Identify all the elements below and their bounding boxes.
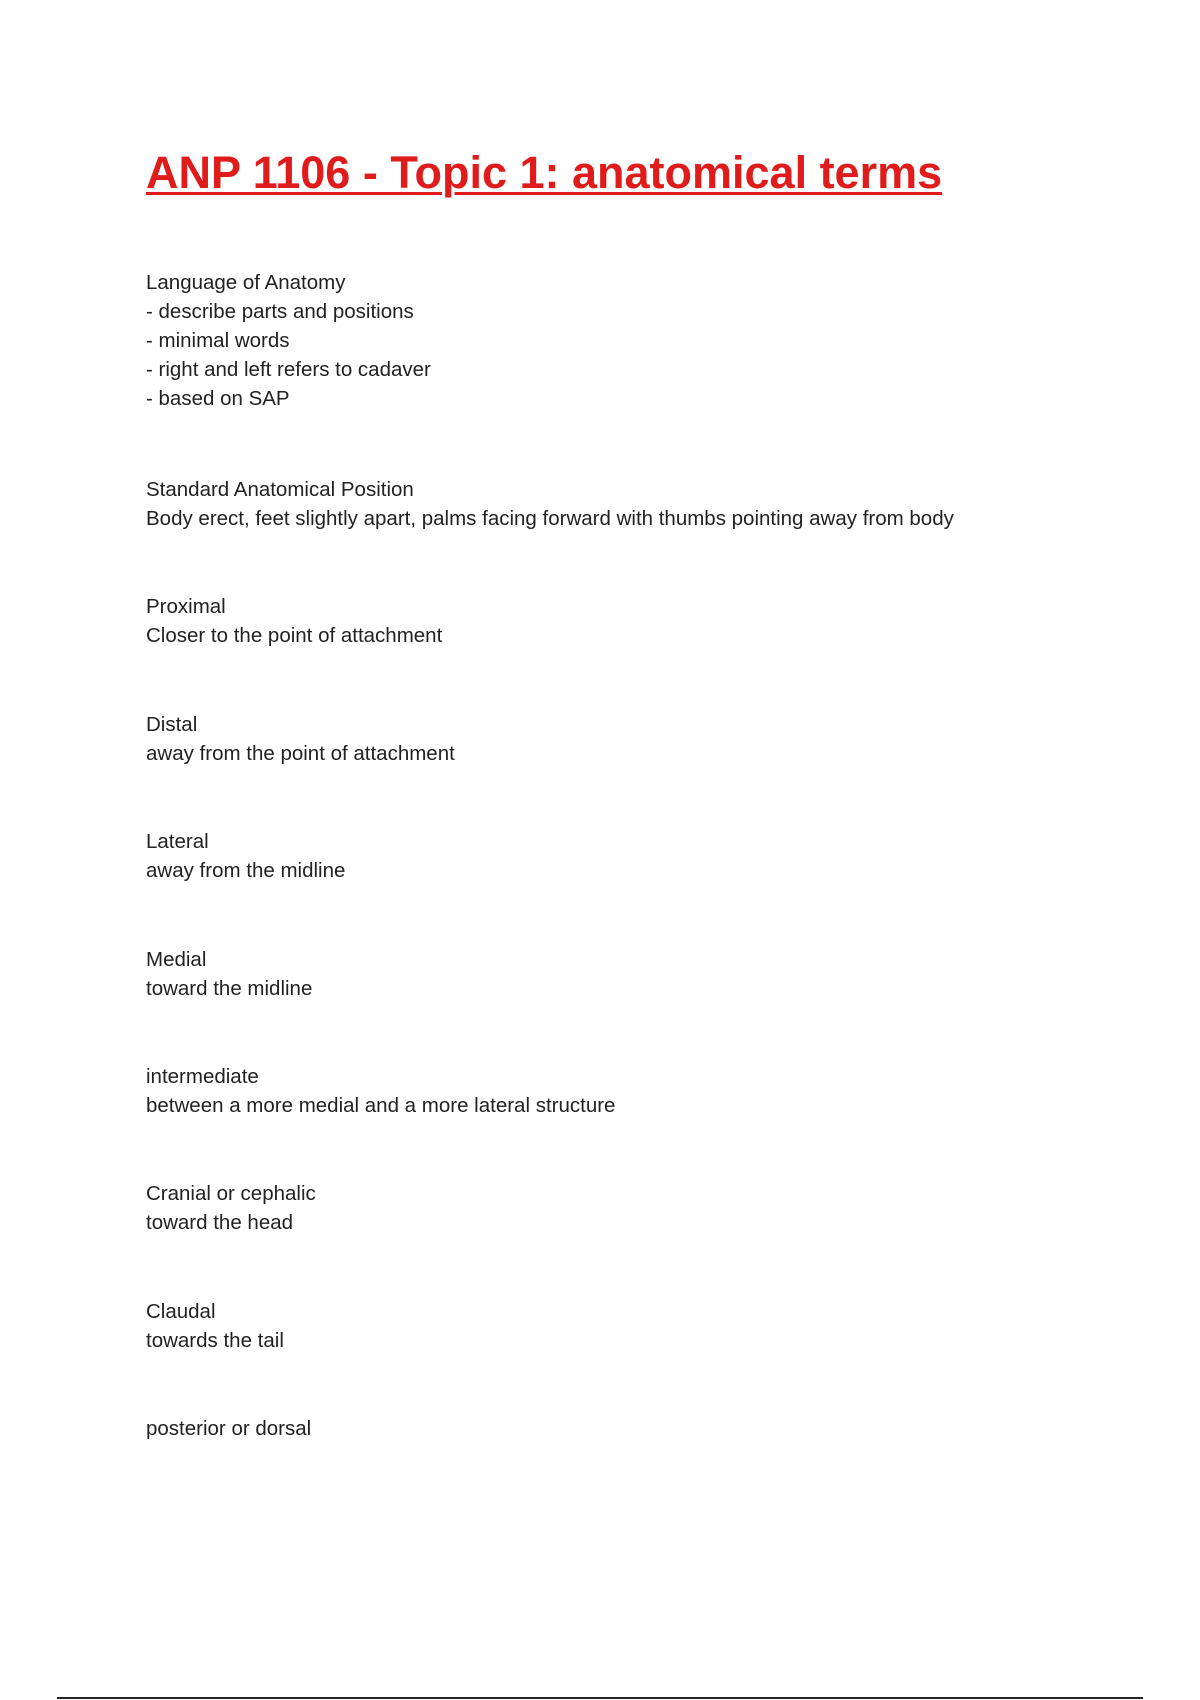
section-line: - minimal words bbox=[146, 329, 290, 352]
section-line: - based on SAP bbox=[146, 387, 290, 410]
section-cranial-or-cephalic bbox=[146, 1179, 316, 1237]
section-medial bbox=[146, 945, 312, 1003]
section-heading: Proximal bbox=[146, 595, 226, 618]
section-line: - describe parts and positions bbox=[146, 300, 414, 323]
section-posterior-or-dorsal bbox=[146, 1414, 311, 1443]
section-line: - right and left refers to cadaver bbox=[146, 358, 431, 381]
section-line: away from the midline bbox=[146, 859, 346, 882]
section-heading: Distal bbox=[146, 713, 198, 736]
section-line: Closer to the point of attachment bbox=[146, 624, 443, 647]
section-line: away from the point of attachment bbox=[146, 742, 455, 765]
bottom-divider bbox=[57, 1697, 1143, 1699]
section-heading: Lateral bbox=[146, 830, 209, 853]
section-lateral bbox=[146, 827, 345, 885]
section-line: towards the tail bbox=[146, 1329, 284, 1352]
section-standard-anatomical-position bbox=[146, 475, 954, 533]
section-intermediate bbox=[146, 1062, 615, 1120]
section-line: toward the head bbox=[146, 1211, 294, 1234]
section-line: Body erect, feet slightly apart, palms facing forward with thumbs pointing away from body bbox=[146, 507, 954, 530]
document-title: ANP 1106 - Topic 1: anatomical terms bbox=[146, 147, 943, 198]
section-heading: posterior or dorsal bbox=[146, 1417, 312, 1440]
section-heading: intermediate bbox=[146, 1065, 259, 1088]
section-claudal bbox=[146, 1297, 284, 1355]
section-proximal bbox=[146, 592, 442, 650]
section-heading: Standard Anatomical Position bbox=[146, 478, 414, 501]
section-heading: Medial bbox=[146, 948, 207, 971]
section-heading: Claudal bbox=[146, 1300, 216, 1323]
section-language-of-anatomy bbox=[146, 268, 431, 413]
section-heading: Cranial or cephalic bbox=[146, 1182, 316, 1205]
section-line: between a more medial and a more lateral structure bbox=[146, 1094, 616, 1117]
section-heading: Language of Anatomy bbox=[146, 271, 346, 294]
section-distal bbox=[146, 710, 455, 768]
section-line: toward the midline bbox=[146, 977, 313, 1000]
